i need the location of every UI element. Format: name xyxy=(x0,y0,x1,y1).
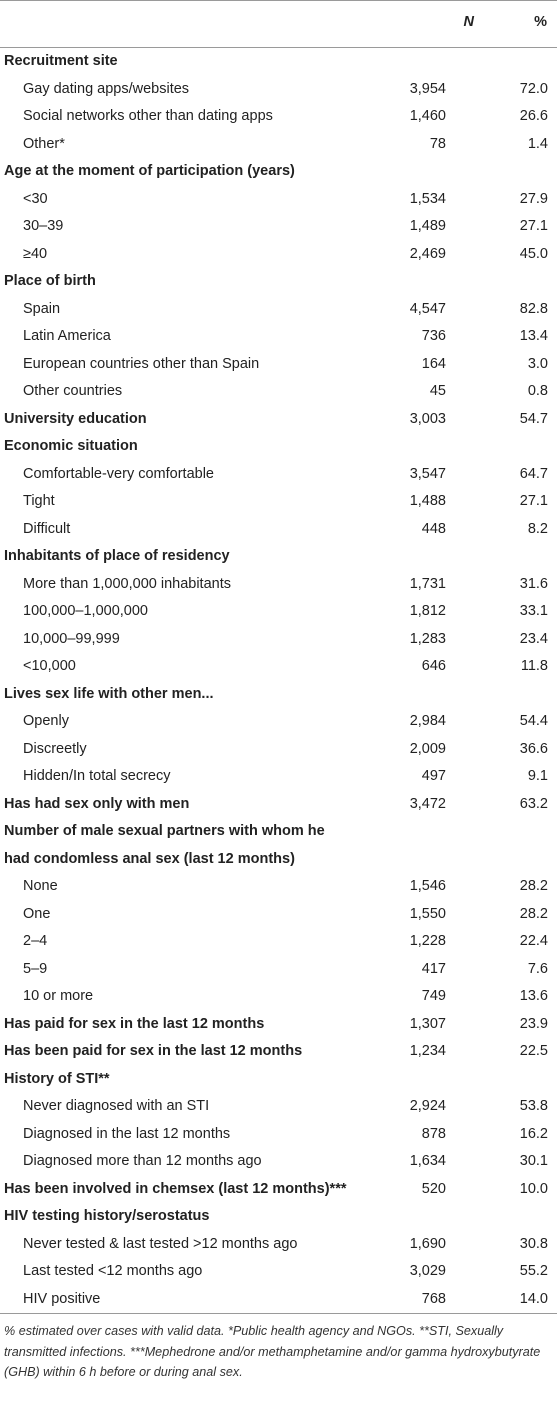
row-percent: 28.2 xyxy=(519,878,548,895)
row-n: 2,469 xyxy=(409,245,446,262)
row-n: 749 xyxy=(421,988,446,1005)
table-row xyxy=(0,1011,557,1039)
row-n: 1,546 xyxy=(409,878,446,895)
table-row xyxy=(0,791,557,819)
table-row xyxy=(0,681,557,709)
row-label: Openly xyxy=(23,713,69,730)
row-n: 1,283 xyxy=(409,630,446,647)
row-n xyxy=(386,433,472,461)
row-percent: 22.4 xyxy=(519,933,548,950)
row-label: European countries other than Spain xyxy=(23,355,260,372)
row-label: One xyxy=(23,905,51,922)
row-percent: 0.8 xyxy=(527,383,548,400)
row-percent: 36.6 xyxy=(519,740,548,757)
row-n: 646 xyxy=(421,658,446,675)
row-percent: 27.9 xyxy=(519,190,548,207)
table-row xyxy=(0,1121,557,1149)
row-percent: 72.0 xyxy=(519,80,548,97)
row-percent xyxy=(472,158,557,186)
row-percent: 55.2 xyxy=(519,1263,548,1280)
row-percent: 1.4 xyxy=(527,135,548,152)
row-label: Inhabitants of place of residency xyxy=(4,548,230,565)
row-n: 1,550 xyxy=(409,905,446,922)
row-n: 1,634 xyxy=(409,1153,446,1170)
row-n xyxy=(386,158,472,186)
row-n: 1,460 xyxy=(409,108,446,125)
table-row xyxy=(0,131,557,159)
row-percent: 11.8 xyxy=(520,658,548,675)
row-n: 45 xyxy=(429,383,446,400)
row-label: 2–4 xyxy=(23,933,48,950)
table-row xyxy=(0,901,557,929)
table-row xyxy=(0,433,557,461)
table-row xyxy=(0,763,557,791)
table-row xyxy=(0,516,557,544)
row-percent: 54.7 xyxy=(519,410,548,427)
row-n: 768 xyxy=(421,1290,446,1307)
row-n: 4,547 xyxy=(409,300,446,317)
row-n: 1,690 xyxy=(409,1235,446,1252)
row-n xyxy=(386,543,472,571)
row-label: Other countries xyxy=(23,383,123,400)
row-n: 2,924 xyxy=(409,1098,446,1115)
table-row xyxy=(0,1038,557,1066)
row-label: Last tested <12 months ago xyxy=(23,1263,203,1280)
row-label: History of STI** xyxy=(4,1070,110,1087)
row-label: ≥40 xyxy=(23,245,48,262)
table-row xyxy=(0,571,557,599)
row-label: HIV positive xyxy=(23,1290,101,1307)
table-row xyxy=(0,323,557,351)
row-percent: 7.6 xyxy=(527,960,548,977)
table-row xyxy=(0,1066,557,1094)
row-n xyxy=(386,818,472,873)
row-label: Number of male sexual partners with whom he had condomless anal sex (last 12 months) xyxy=(4,823,325,867)
row-label: Never tested & last tested >12 months ago xyxy=(23,1235,298,1252)
row-percent: 16.2 xyxy=(519,1125,548,1142)
table-row xyxy=(0,543,557,571)
table-row xyxy=(0,158,557,186)
row-n: 1,228 xyxy=(409,933,446,950)
row-percent xyxy=(472,48,557,76)
row-n: 1,731 xyxy=(409,575,446,592)
table-row xyxy=(0,186,557,214)
row-n: 1,234 xyxy=(409,1043,446,1060)
row-n: 878 xyxy=(421,1125,446,1142)
row-n: 736 xyxy=(421,328,446,345)
row-label: None xyxy=(23,878,58,895)
table-row xyxy=(0,1258,557,1286)
table-row xyxy=(0,76,557,104)
row-n: 520 xyxy=(421,1180,446,1197)
row-label: 10,000–99,999 xyxy=(23,630,120,647)
row-label: Hidden/In total secrecy xyxy=(23,768,171,785)
row-label: 30–39 xyxy=(23,218,64,235)
row-percent: 28.2 xyxy=(519,905,548,922)
row-percent: 33.1 xyxy=(519,603,548,620)
row-label: Age at the moment of participation (years) xyxy=(4,163,295,180)
table-row xyxy=(0,1286,557,1314)
table-row xyxy=(0,818,557,873)
row-label: 5–9 xyxy=(23,960,48,977)
row-label: Spain xyxy=(23,300,61,317)
row-n: 417 xyxy=(421,960,446,977)
row-percent: 30.8 xyxy=(519,1235,548,1252)
row-percent: 23.4 xyxy=(519,630,548,647)
row-percent: 82.8 xyxy=(519,300,548,317)
table-row xyxy=(0,1176,557,1204)
table-row xyxy=(0,378,557,406)
table-row xyxy=(0,873,557,901)
row-percent: 8.2 xyxy=(527,520,548,537)
row-n: 1,534 xyxy=(409,190,446,207)
table-row xyxy=(0,406,557,434)
row-percent: 63.2 xyxy=(519,795,548,812)
row-label: Recruitment site xyxy=(4,53,118,70)
row-label: 100,000–1,000,000 xyxy=(23,603,148,620)
row-label: Economic situation xyxy=(4,438,138,455)
row-percent: 10.0 xyxy=(519,1180,548,1197)
row-label: Place of birth xyxy=(4,273,96,290)
table-row xyxy=(0,213,557,241)
table-row xyxy=(0,351,557,379)
table-row xyxy=(0,1203,557,1231)
row-percent: 26.6 xyxy=(519,108,548,125)
row-label: HIV testing history/serostatus xyxy=(4,1208,210,1225)
row-percent xyxy=(472,681,557,709)
table-row xyxy=(0,708,557,736)
row-n: 3,029 xyxy=(409,1263,446,1280)
row-label: 10 or more xyxy=(23,988,94,1005)
row-n xyxy=(386,1203,472,1231)
row-n xyxy=(386,681,472,709)
table-row xyxy=(0,461,557,489)
row-label: More than 1,000,000 inhabitants xyxy=(23,575,231,592)
table-row xyxy=(0,928,557,956)
row-percent: 14.0 xyxy=(519,1290,548,1307)
row-percent xyxy=(472,1203,557,1231)
header-n: N xyxy=(463,14,474,30)
header-percent: % xyxy=(534,14,547,30)
row-label: Has been paid for sex in the last 12 months xyxy=(4,1043,303,1060)
row-percent: 13.4 xyxy=(519,328,548,345)
row-n xyxy=(386,48,472,76)
table-row xyxy=(0,983,557,1011)
row-n: 1,307 xyxy=(409,1015,446,1032)
table-row xyxy=(0,1231,557,1259)
row-label: Tight xyxy=(23,493,55,510)
table-row xyxy=(0,626,557,654)
row-n: 3,472 xyxy=(409,795,446,812)
row-label: <10,000 xyxy=(23,658,76,675)
table-row xyxy=(0,653,557,681)
table-body xyxy=(0,48,557,1313)
row-label: Never diagnosed with an STI xyxy=(23,1098,210,1115)
table-row xyxy=(0,488,557,516)
row-n: 3,954 xyxy=(409,80,446,97)
table-header xyxy=(0,1,557,47)
table-row xyxy=(0,48,557,76)
row-percent: 9.1 xyxy=(527,768,548,785)
row-label: Has been involved in chemsex (last 12 months)*** xyxy=(4,1180,347,1197)
row-n: 2,009 xyxy=(409,740,446,757)
row-percent: 27.1 xyxy=(519,218,548,235)
table-row xyxy=(0,1148,557,1176)
row-n: 497 xyxy=(421,768,446,785)
row-percent: 31.6 xyxy=(519,575,548,592)
row-label: Gay dating apps/websites xyxy=(23,80,190,97)
row-label: University education xyxy=(4,410,147,427)
row-n: 2,984 xyxy=(409,713,446,730)
row-label: <30 xyxy=(23,190,48,207)
row-percent: 27.1 xyxy=(519,493,548,510)
row-percent xyxy=(472,818,557,873)
row-percent xyxy=(472,268,557,296)
data-table xyxy=(0,48,557,1313)
table-row xyxy=(0,268,557,296)
row-label: Has paid for sex in the last 12 months xyxy=(4,1015,265,1032)
table-row xyxy=(0,103,557,131)
row-percent: 23.9 xyxy=(519,1015,548,1032)
row-n xyxy=(386,1066,472,1094)
row-n: 3,547 xyxy=(409,465,446,482)
row-percent: 64.7 xyxy=(519,465,548,482)
table-row xyxy=(0,1093,557,1121)
row-n: 448 xyxy=(421,520,446,537)
row-label: Other* xyxy=(23,135,65,152)
table-row xyxy=(0,736,557,764)
row-percent xyxy=(472,1066,557,1094)
table-row xyxy=(0,956,557,984)
row-label: Lives sex life with other men... xyxy=(4,685,214,702)
row-label: Social networks other than dating apps xyxy=(23,108,273,125)
row-n: 3,003 xyxy=(409,410,446,427)
row-label: Diagnosed more than 12 months ago xyxy=(23,1153,262,1170)
row-percent xyxy=(472,433,557,461)
row-percent: 45.0 xyxy=(519,245,548,262)
row-percent: 22.5 xyxy=(519,1043,548,1060)
row-percent: 3.0 xyxy=(527,355,548,372)
table-row xyxy=(0,598,557,626)
row-label: Difficult xyxy=(23,520,71,537)
table-footnote: % estimated over cases with valid data. *Public health agency and NGOs. **STI, Sexually transmitted infections. ***Mephedrone and/or methamphetamine and/or gamma hydroxybutyrate (GHB) within 6 h before or during anal sex. xyxy=(4,1324,541,1379)
row-n xyxy=(386,268,472,296)
row-label: Discreetly xyxy=(23,740,87,757)
row-percent xyxy=(472,543,557,571)
row-label: Comfortable-very comfortable xyxy=(23,465,214,482)
row-percent: 54.4 xyxy=(519,713,548,730)
table-row xyxy=(0,241,557,269)
row-label: Diagnosed in the last 12 months xyxy=(23,1125,231,1142)
row-percent: 13.6 xyxy=(519,988,548,1005)
row-n: 78 xyxy=(429,135,446,152)
row-n: 1,489 xyxy=(409,218,446,235)
row-percent: 30.1 xyxy=(519,1153,548,1170)
row-percent: 53.8 xyxy=(519,1098,548,1115)
row-n: 1,812 xyxy=(409,603,446,620)
row-label: Latin America xyxy=(23,328,111,345)
row-n: 1,488 xyxy=(409,493,446,510)
table-row xyxy=(0,296,557,324)
row-label: Has had sex only with men xyxy=(4,795,190,812)
row-n: 164 xyxy=(421,355,446,372)
